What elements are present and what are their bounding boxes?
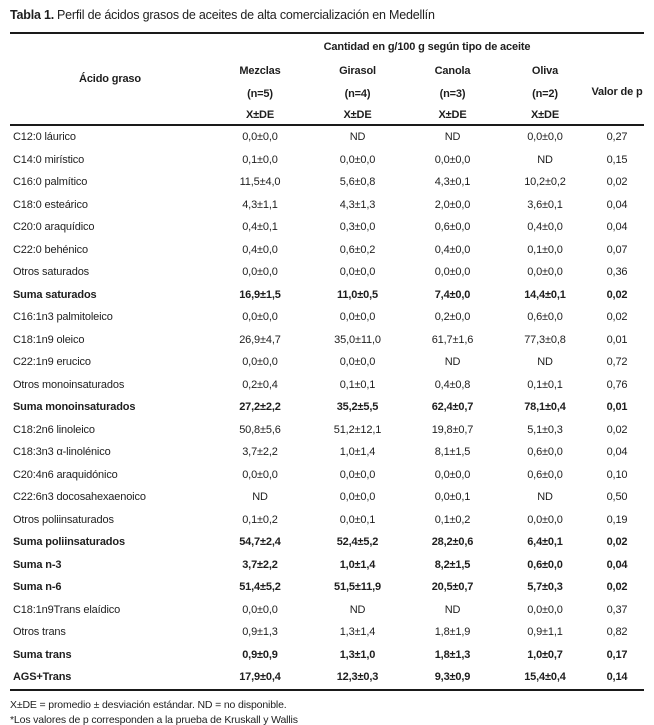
- p-value: 0,01: [606, 333, 628, 346]
- value-canola: 1,8±1,3: [434, 648, 471, 661]
- value-oliva: 5,7±0,3: [527, 581, 563, 594]
- p-value: 0,72: [606, 356, 628, 369]
- value-girasol: 5,6±0,8: [339, 176, 376, 189]
- value-mezclas: 27,2±2,2: [239, 401, 281, 414]
- table-title: [10, 8, 644, 23]
- fatty-acid-profile-table: [10, 32, 644, 691]
- fatty-acid-name: C20:0 araquídico: [13, 221, 95, 234]
- p-value: 0,02: [606, 176, 628, 189]
- p-value: 0,37: [606, 603, 628, 616]
- header-span-row: [10, 33, 644, 60]
- stat-oliva: X±DE: [500, 105, 590, 125]
- value-canola: 0,2±0,0: [434, 311, 471, 324]
- col-header-valor-p: Valor de p: [590, 60, 644, 125]
- value-girasol: 1,0±1,4: [339, 558, 376, 571]
- value-canola: ND: [444, 131, 461, 144]
- value-mezclas: 54,7±2,4: [239, 536, 281, 549]
- p-value: 0,02: [606, 536, 628, 549]
- p-value: 0,17: [606, 648, 628, 661]
- value-mezclas: 0,0±0,0: [242, 356, 278, 369]
- value-mezclas: 0,1±0,2: [242, 513, 278, 526]
- value-canola: 7,4±0,0: [434, 288, 471, 301]
- p-value: 0,27: [606, 131, 628, 144]
- fatty-acid-name: C18:1n9Trans elaídico: [13, 603, 121, 616]
- value-oliva: 0,6±0,0: [527, 468, 563, 481]
- value-mezclas: 3,7±2,2: [242, 558, 278, 571]
- value-mezclas: 0,9±0,9: [242, 648, 278, 661]
- value-mezclas: 11,5±4,0: [239, 176, 281, 189]
- table-row: [10, 125, 644, 149]
- n-canola: (n=3): [439, 87, 466, 100]
- footnote-definitions: X±DE = promedio ± desviación estándar. ND = no disponible.: [10, 698, 287, 711]
- value-canola: 0,0±0,0: [434, 468, 471, 481]
- p-value: 0,04: [606, 558, 628, 571]
- value-canola: 9,3±0,9: [405, 666, 500, 690]
- value-girasol: 0,3±0,0: [339, 221, 376, 234]
- table-row: [10, 194, 644, 217]
- value-oliva: 0,0±0,0: [527, 131, 563, 144]
- table-row: [10, 149, 644, 172]
- value-mezclas: 0,0±0,0: [242, 131, 278, 144]
- table-row: [10, 621, 644, 644]
- table-row: [10, 464, 644, 487]
- value-mezclas: 0,9±1,3: [242, 626, 278, 639]
- p-value: 0,10: [606, 468, 628, 481]
- value-mezclas: 17,9±0,4: [210, 666, 310, 690]
- col-header-oliva: Oliva: [531, 65, 559, 77]
- value-girasol: 12,3±0,3: [310, 666, 405, 690]
- table-header: [10, 33, 644, 125]
- p-value: 0,02: [606, 423, 628, 436]
- fatty-acid-name: C14:0 mirístico: [13, 153, 85, 166]
- p-value: 0,02: [606, 581, 628, 594]
- stat-canola: X±DE: [405, 105, 500, 125]
- value-oliva: 0,0±0,0: [527, 266, 563, 279]
- value-oliva: 0,6±0,0: [527, 311, 563, 324]
- table-row: [10, 329, 644, 352]
- value-girasol: 51,2±12,1: [333, 423, 382, 436]
- table-row: [10, 599, 644, 622]
- fatty-acid-name: Otros poliinsaturados: [13, 513, 114, 526]
- p-value: 0,82: [606, 626, 628, 639]
- fatty-acid-name: Suma monoinsaturados: [13, 401, 136, 414]
- p-value: 0,36: [606, 266, 628, 279]
- value-canola: 1,8±1,9: [434, 626, 471, 639]
- value-girasol: 0,0±0,0: [339, 266, 376, 279]
- value-mezclas: 0,4±0,1: [242, 221, 278, 234]
- fatty-acid-name: C18:2n6 linoleico: [13, 423, 95, 436]
- value-oliva: ND: [537, 153, 553, 166]
- value-girasol: 1,3±1,4: [339, 626, 376, 639]
- value-canola: 61,7±1,6: [431, 333, 474, 346]
- value-oliva: 0,1±0,1: [527, 378, 563, 391]
- value-girasol: 11,0±0,5: [337, 288, 378, 301]
- table-row: [10, 261, 644, 284]
- value-oliva: 0,4±0,0: [527, 221, 563, 234]
- fatty-acid-name: C12:0 láurico: [13, 131, 76, 144]
- p-value: 0,04: [606, 198, 628, 211]
- table-row: [10, 441, 644, 464]
- value-mezclas: 50,8±5,6: [239, 423, 281, 436]
- table-row: [10, 216, 644, 239]
- fatty-acid-name: Suma n-3: [13, 558, 62, 571]
- value-mezclas: 0,0±0,0: [242, 468, 278, 481]
- table-row: [10, 666, 644, 690]
- value-canola: 8,2±1,5: [434, 558, 471, 571]
- fatty-acid-name: C22:0 behénico: [13, 243, 88, 256]
- stat-mezclas: X±DE: [210, 105, 310, 125]
- col-header-girasol: Girasol: [339, 65, 376, 77]
- p-value: 0,07: [606, 243, 628, 256]
- table-row: [10, 531, 644, 554]
- fatty-acid-name: C18:1n9 oleico: [13, 333, 85, 346]
- value-canola: 0,6±0,0: [434, 221, 471, 234]
- value-mezclas: 0,0±0,0: [242, 603, 278, 616]
- value-girasol: 51,5±11,9: [334, 581, 381, 594]
- value-mezclas: 26,9±4,7: [239, 333, 281, 346]
- value-canola: 0,0±0,1: [434, 491, 471, 504]
- table-row: [10, 419, 644, 442]
- p-value: 0,04: [606, 446, 628, 459]
- table-row: [10, 576, 644, 599]
- value-canola: 0,0±0,0: [434, 153, 471, 166]
- value-mezclas: 0,4±0,0: [242, 243, 278, 256]
- fatty-acid-name: C20:4n6 araquidónico: [13, 468, 118, 481]
- value-canola: 19,8±0,7: [431, 423, 474, 436]
- fatty-acid-name: Suma poliinsaturados: [13, 536, 125, 549]
- value-mezclas: 51,4±5,2: [239, 581, 281, 594]
- value-girasol: 0,0±0,0: [339, 468, 376, 481]
- table-row: [10, 351, 644, 374]
- value-girasol: 0,0±0,0: [339, 153, 376, 166]
- table-row: [10, 239, 644, 262]
- value-girasol: 0,1±0,1: [339, 378, 376, 391]
- value-oliva: 14,4±0,1: [524, 288, 566, 301]
- value-mezclas: 4,3±1,1: [242, 198, 278, 211]
- table-row: [10, 171, 644, 194]
- n-mezclas: (n=5): [247, 87, 273, 100]
- fatty-acid-name: Suma n-6: [13, 581, 62, 594]
- p-value: 0,02: [606, 288, 628, 301]
- fatty-acid-name: C22:6n3 docosahexaenoico: [13, 491, 146, 504]
- fatty-acid-name: C22:1n9 erucico: [13, 356, 91, 369]
- value-mezclas: 0,0±0,0: [242, 266, 278, 279]
- value-girasol: 52,4±5,2: [336, 536, 379, 549]
- p-value: 0,15: [606, 153, 628, 166]
- p-value: 0,01: [606, 401, 628, 414]
- value-mezclas: 0,2±0,4: [242, 378, 278, 391]
- n-girasol: (n=4): [344, 87, 371, 100]
- fatty-acid-name: Otros trans: [13, 626, 66, 639]
- fatty-acid-name: C18:0 esteárico: [13, 198, 88, 211]
- value-girasol: 0,0±0,0: [339, 491, 376, 504]
- value-girasol: 0,6±0,2: [339, 243, 376, 256]
- fatty-acid-name: Suma trans: [13, 648, 72, 661]
- table-title-text: Perfil de ácidos grasos de aceites de alta comercialización en Medellín: [57, 8, 435, 22]
- table-row: [10, 554, 644, 577]
- n-oliva: (n=2): [532, 87, 558, 100]
- fatty-acid-name: C16:1n3 palmitoleico: [13, 311, 113, 324]
- table-row: [10, 509, 644, 532]
- value-girasol: 0,0±0,0: [339, 311, 376, 324]
- p-value: 0,14: [590, 666, 644, 690]
- table-row: [10, 374, 644, 397]
- fatty-acid-name: C18:3n3 α-linolénico: [13, 446, 111, 459]
- value-oliva: 0,0±0,0: [527, 513, 563, 526]
- value-canola: 0,1±0,2: [434, 513, 471, 526]
- p-value: 0,02: [606, 311, 628, 324]
- value-canola: 20,5±0,7: [431, 581, 474, 594]
- value-oliva: 0,6±0,0: [527, 558, 563, 571]
- fatty-acid-name: AGS+Trans: [10, 666, 210, 690]
- value-girasol: 35,2±5,5: [336, 401, 379, 414]
- p-value: 0,19: [606, 513, 628, 526]
- p-value: 0,50: [606, 491, 628, 504]
- value-mezclas: 16,9±1,5: [239, 288, 281, 301]
- value-canola: 2,0±0,0: [434, 198, 471, 211]
- footnote-p-test: *Los valores de p corresponden a la prueba de Kruskall y Wallis: [10, 713, 298, 725]
- value-girasol: ND: [349, 603, 366, 616]
- value-canola: 28,2±0,6: [431, 536, 474, 549]
- value-oliva: 0,0±0,0: [527, 603, 563, 616]
- fatty-acid-name: C16:0 palmítico: [13, 176, 88, 189]
- value-oliva: 0,1±0,0: [527, 243, 563, 256]
- value-mezclas: 0,1±0,0: [242, 153, 278, 166]
- table-row: [10, 284, 644, 307]
- value-oliva: 6,4±0,1: [527, 536, 563, 549]
- value-canola: ND: [444, 356, 461, 369]
- value-mezclas: 3,7±2,2: [242, 446, 278, 459]
- value-oliva: ND: [537, 491, 553, 504]
- fatty-acid-name: Otros monoinsaturados: [13, 378, 125, 391]
- p-value: 0,76: [606, 378, 628, 391]
- fatty-acid-name: Suma saturados: [13, 288, 97, 301]
- table-row: [10, 306, 644, 329]
- value-canola: 8,1±1,5: [434, 446, 471, 459]
- table-row: [10, 644, 644, 667]
- value-girasol: 1,3±1,0: [339, 648, 376, 661]
- value-oliva: 1,0±0,7: [527, 648, 563, 661]
- p-value: 0,04: [606, 221, 628, 234]
- table-body: [10, 125, 644, 690]
- value-girasol: 35,0±11,0: [334, 333, 381, 346]
- col-header-mezclas: Mezclas: [239, 65, 281, 77]
- value-girasol: 0,0±0,0: [339, 356, 376, 369]
- value-oliva: 77,3±0,8: [524, 333, 566, 346]
- value-girasol: 0,0±0,1: [339, 513, 376, 526]
- value-canola: 0,4±0,8: [434, 378, 471, 391]
- value-canola: 0,0±0,0: [434, 266, 471, 279]
- value-oliva: 0,9±1,1: [527, 626, 563, 639]
- span-header-cantidad: Cantidad en g/100 g según tipo de aceite: [323, 41, 531, 53]
- value-oliva: 78,1±0,4: [524, 401, 566, 414]
- col-header-acido-graso: Ácido graso: [10, 33, 210, 125]
- value-canola: 62,4±0,7: [431, 401, 474, 414]
- value-girasol: ND: [349, 131, 366, 144]
- value-girasol: 4,3±1,3: [339, 198, 376, 211]
- value-oliva: 15,4±0,4: [500, 666, 590, 690]
- value-mezclas: ND: [252, 491, 268, 504]
- value-oliva: 5,1±0,3: [527, 423, 563, 436]
- value-oliva: 3,6±0,1: [527, 198, 563, 211]
- value-canola: ND: [444, 603, 461, 616]
- table-row: [10, 486, 644, 509]
- value-oliva: ND: [537, 356, 553, 369]
- footnotes: [10, 698, 644, 725]
- value-mezclas: 0,0±0,0: [242, 311, 278, 324]
- value-canola: 0,4±0,0: [434, 243, 471, 256]
- fatty-acid-name: Otros saturados: [13, 266, 90, 279]
- table-row: [10, 396, 644, 419]
- value-canola: 4,3±0,1: [434, 176, 471, 189]
- value-oliva: 10,2±0,2: [524, 176, 566, 189]
- stat-girasol: X±DE: [310, 105, 405, 125]
- value-oliva: 0,6±0,0: [527, 446, 563, 459]
- table-title-label: Tabla 1.: [10, 8, 55, 22]
- col-header-canola: Canola: [434, 65, 471, 77]
- value-girasol: 1,0±1,4: [339, 446, 376, 459]
